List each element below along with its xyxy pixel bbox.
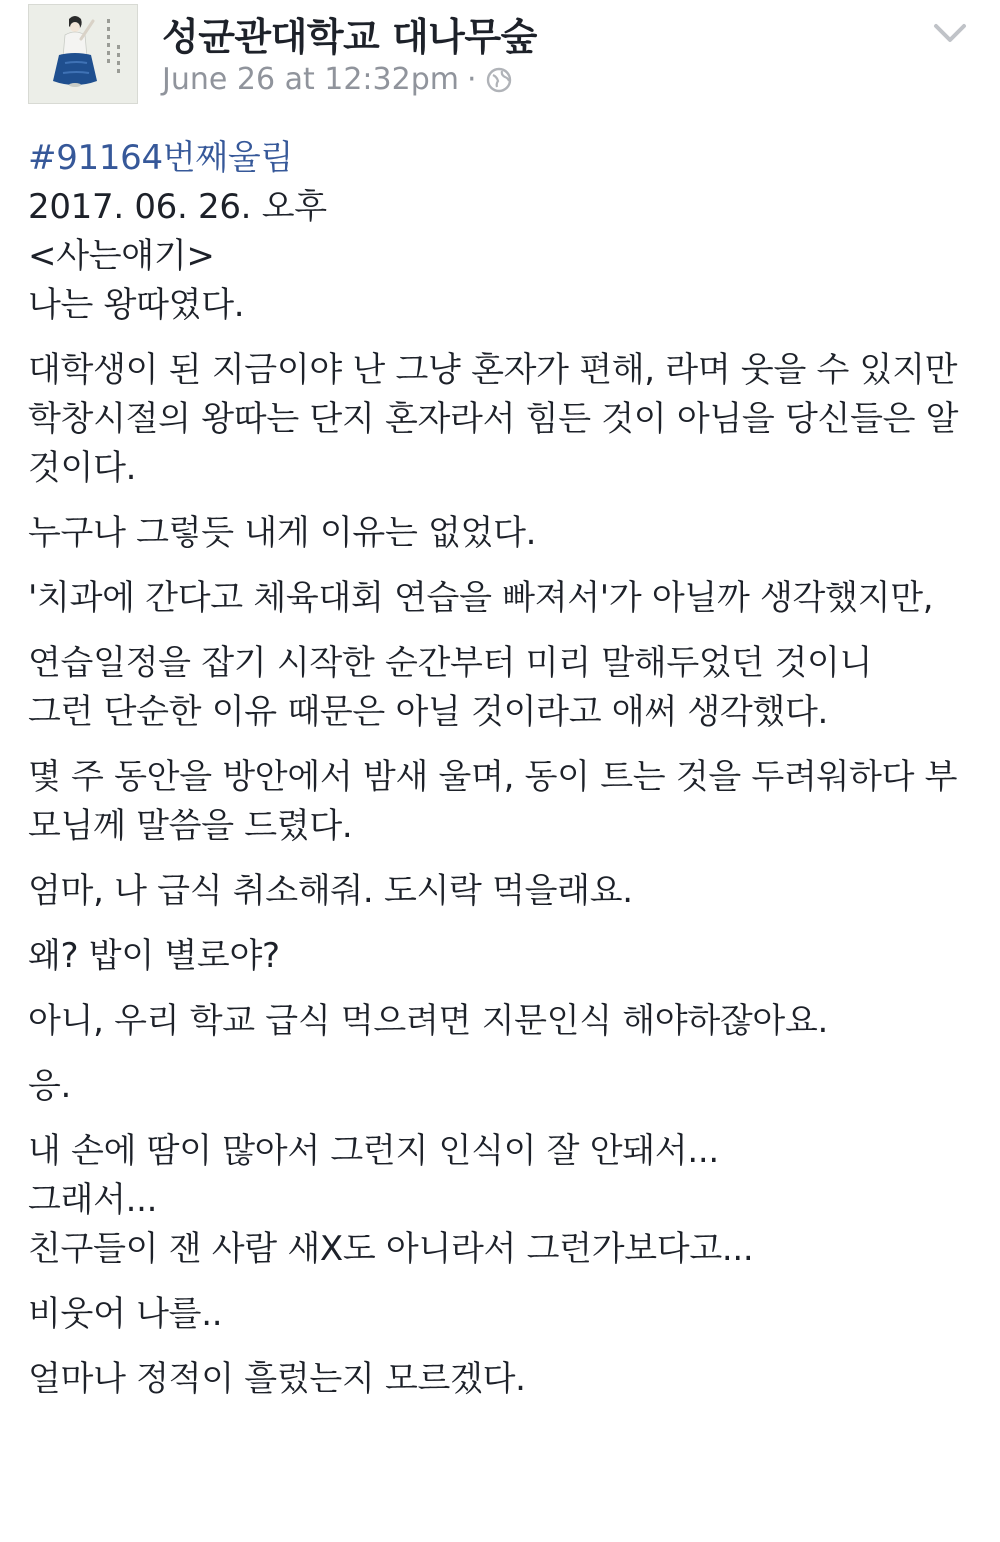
post-paragraph: 비웃어 나를.. [28,1294,223,1334]
post-paragraph: '치과에 간다고 체육대회 연습을 빠져서'가 아닐까 생각했지만, [28,578,934,618]
avatar-illustration [29,5,138,104]
globe-icon[interactable] [485,66,513,94]
post-paragraph: 내 손에 땀이 많아서 그런지 인식이 잘 안돼서... 그래서... 친구들이 잰 사람 새X도 아니라서 그런가보다고... [28,1131,754,1269]
post-date-line: 2017. 06. 26. 오후 [28,187,327,227]
meta-separator: · [466,62,477,97]
post-paragraph: 연습일정을 잡기 시작한 순간부터 미리 말해두었던 것이니 그런 단순한 이유 때문은 아닐 것이라고 애써 생각했다. [28,643,873,732]
page-avatar[interactable] [28,4,138,104]
post-paragraph: 누구나 그렇듯 내게 이유는 없었다. [28,513,537,553]
post-paragraph: 엄마, 나 급식 취소해줘. 도시락 먹을래요. [28,871,633,911]
post-timestamp[interactable]: June 26 at 12:32pm [162,62,459,97]
post-hashtag[interactable]: #91164번째울림 [28,138,294,178]
post-paragraph: 나는 왕따였다. [28,285,245,325]
post-header [28,4,972,108]
post-paragraph: 몇 주 동안을 방안에서 밤새 울며, 동이 트는 것을 두려워하다 부모님께 말씀을 드렸다. [28,757,958,846]
post-category: <사는얘기> [28,236,215,276]
post-body [28,134,968,1420]
post-meta [162,62,513,97]
post-paragraph: 아니, 우리 학교 급식 먹으려면 지문인식 해야하잖아요. [28,1001,829,1041]
page-name-link[interactable]: 성균관대학교 대나무숲 [162,15,537,59]
post-paragraph: 얼마나 정적이 흘렀는지 모르겠다. [28,1359,526,1399]
post-paragraph: 응. [28,1066,72,1106]
post-paragraph: 대학생이 된 지금이야 난 그냥 혼자가 편해, 라며 웃을 수 있지만 학창시절의 왕따는 단지 혼자라서 힘든 것이 아님을 당신들은 알 것이다. [28,350,959,488]
post-paragraph: 왜? 밥이 별로야? [28,936,280,976]
chevron-down-icon[interactable] [928,10,972,54]
